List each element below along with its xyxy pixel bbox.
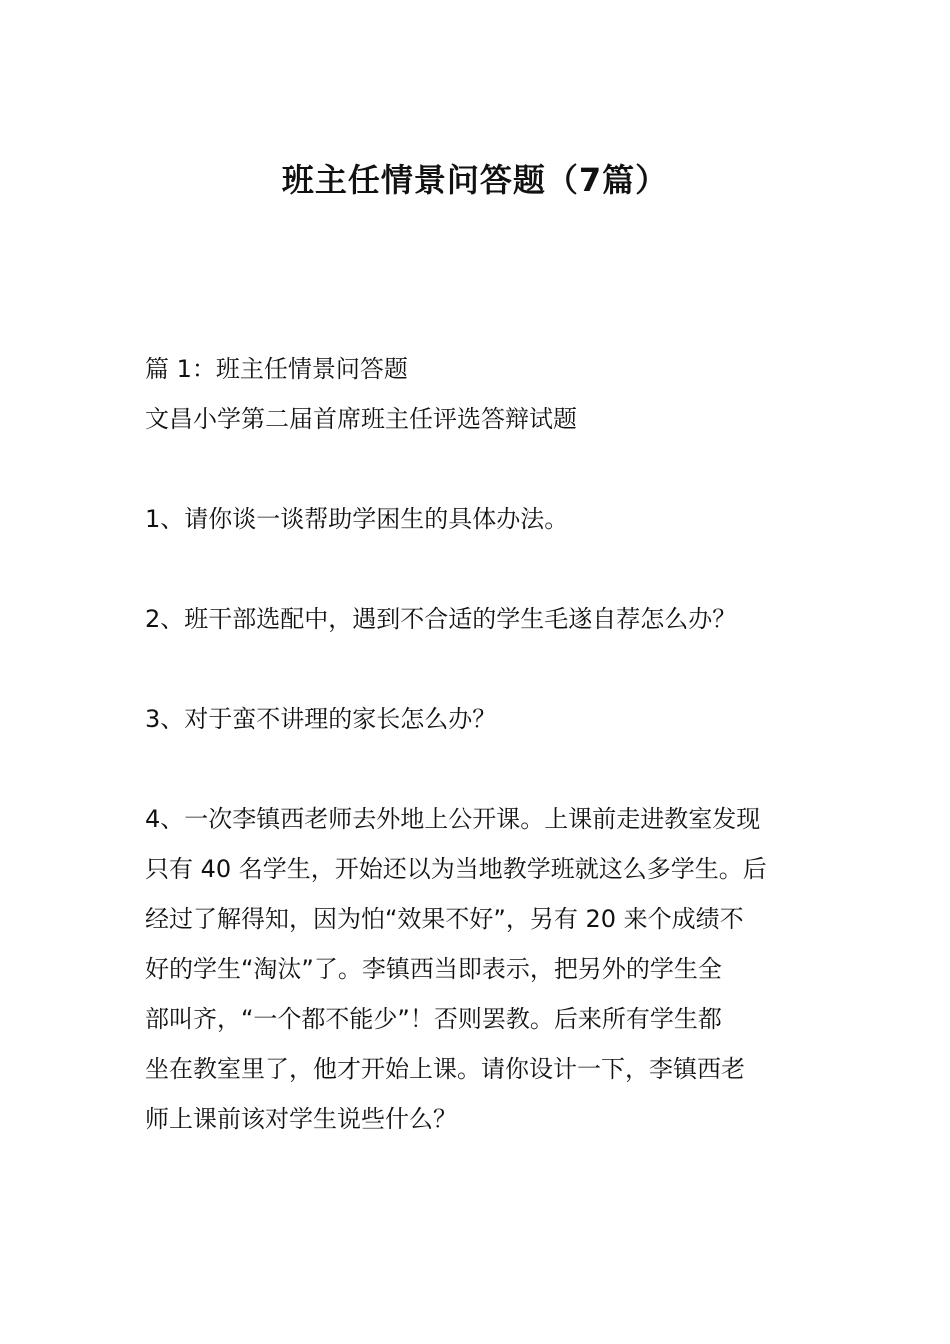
spacer: [145, 744, 810, 794]
question-3: 3、对于蛮不讲理的家长怎么办？: [145, 705, 497, 733]
question-2: 2、班干部选配中，遇到不合适的学生毛遂自荐怎么办？: [145, 605, 737, 633]
subheading: 文昌小学第二届首席班主任评选答辩试题: [145, 405, 577, 433]
question-1: 1、请你谈一谈帮助学困生的具体办法。: [145, 505, 569, 533]
document-title: 班主任情景问答题（7篇）: [281, 161, 669, 199]
spacer: [145, 644, 810, 694]
question-4-line: 好的学生“淘汰”了。李镇西当即表示，把另外的学生全: [145, 955, 722, 983]
question-4: [145, 794, 810, 1144]
question-4-line: 只有 40 名学生，开始还以为当地教学班就这么多学生。后: [145, 855, 767, 883]
question-4-line: 4、一次李镇西老师去外地上公开课。上课前走进教室发现: [145, 805, 761, 833]
question-4-line: 师上课前该对学生说些什么？: [145, 1105, 457, 1133]
question-4-line: 部叫齐，“一个都不能少”！否则罢教。后来所有学生都: [145, 1005, 722, 1033]
section-heading: 篇 1：班主任情景问答题: [145, 355, 408, 383]
question-4-line: 经过了解得知，因为怕“效果不好”，另有 20 来个成绩不: [145, 905, 744, 933]
spacer: [145, 444, 810, 494]
document-body: [145, 344, 810, 1144]
question-4-line: 坐在教室里了，他才开始上课。请你设计一下，李镇西老: [145, 1055, 745, 1083]
spacer: [145, 544, 810, 594]
